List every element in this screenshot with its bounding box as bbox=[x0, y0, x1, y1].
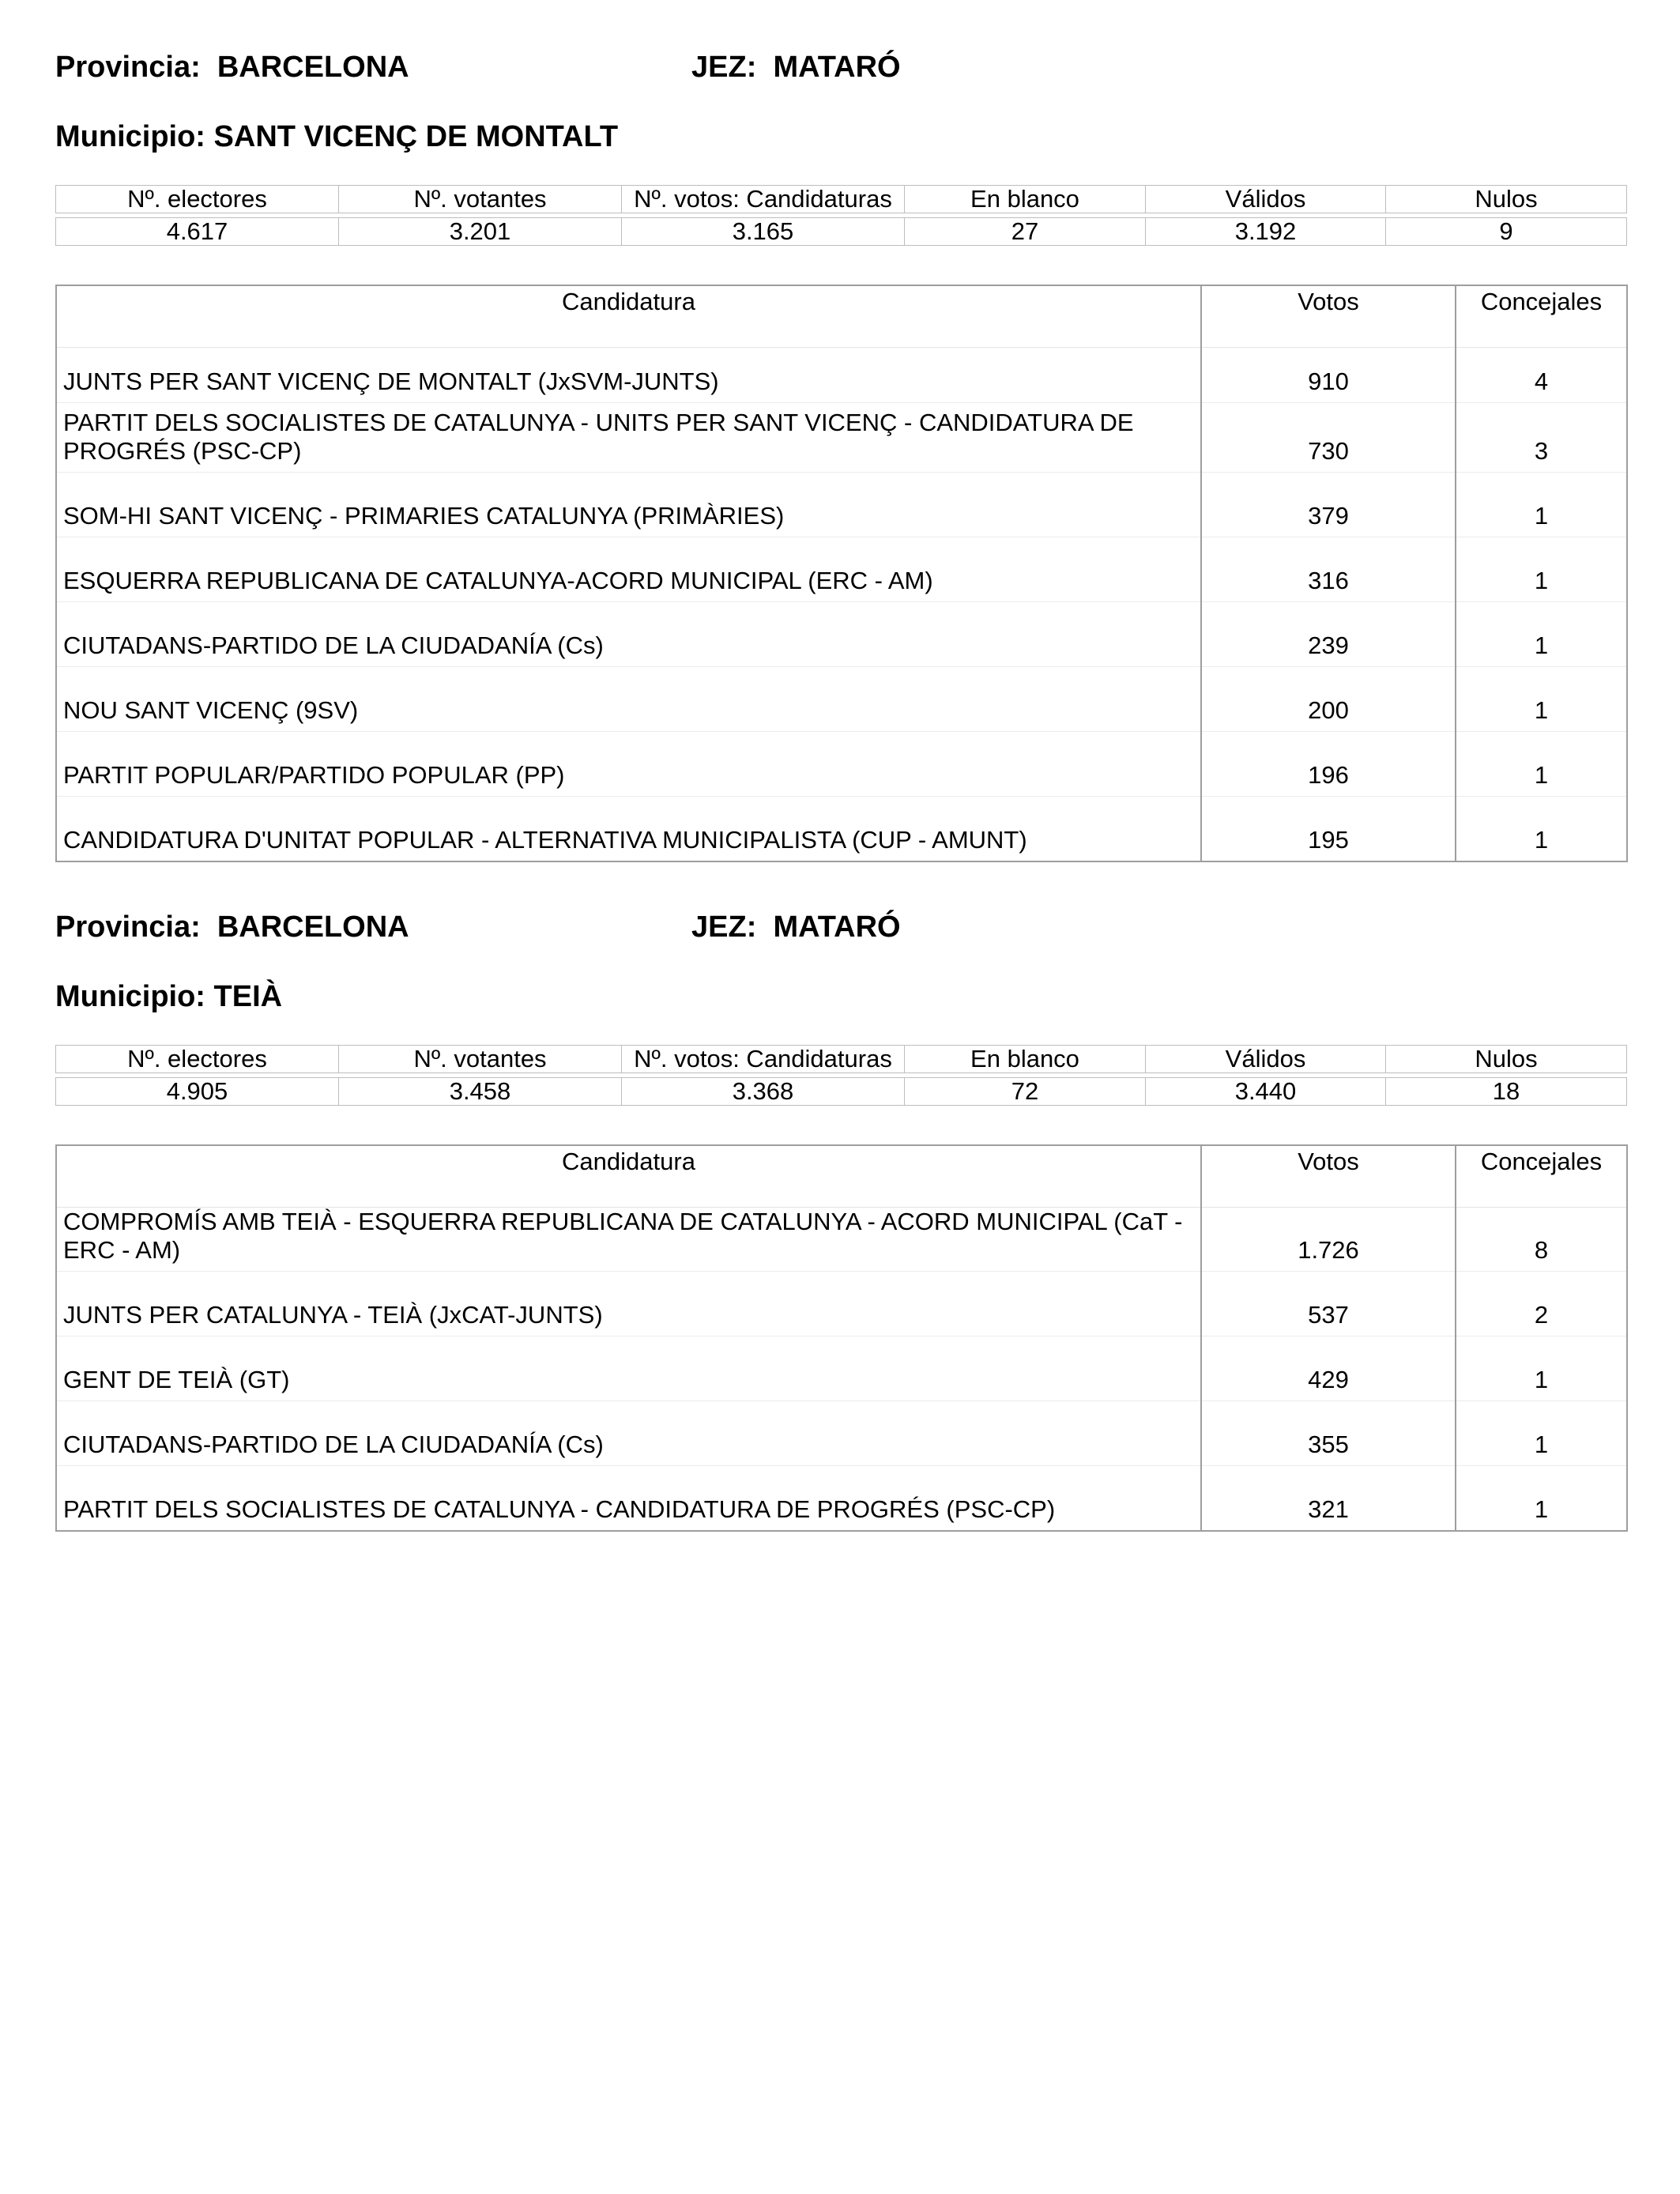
candidate-votos: 195 bbox=[1201, 797, 1456, 861]
candidate-concejales: 4 bbox=[1456, 348, 1627, 403]
candidate-name: JUNTS PER SANT VICENÇ DE MONTALT (JxSVM-JUNTS) bbox=[56, 348, 1201, 403]
candidate-concejales: 1 bbox=[1456, 602, 1627, 667]
table-row bbox=[56, 1336, 1627, 1401]
stats-value-nulos: 18 bbox=[1386, 1078, 1627, 1106]
stats-value-nulos: 9 bbox=[1386, 218, 1627, 246]
municipio-value: TEIÀ bbox=[213, 980, 283, 1013]
candidate-concejales: 1 bbox=[1456, 537, 1627, 602]
candidate-votos: 429 bbox=[1201, 1336, 1456, 1401]
candidate-concejales: 1 bbox=[1456, 1336, 1627, 1401]
candidate-votos: 910 bbox=[1201, 348, 1456, 403]
candidate-name: PARTIT DELS SOCIALISTES DE CATALUNYA - CANDIDATURA DE PROGRÉS (PSC-CP) bbox=[56, 1466, 1201, 1531]
candidate-votos: 1.726 bbox=[1201, 1208, 1456, 1272]
stats-header-validos: Válidos bbox=[1146, 186, 1386, 213]
jez-value: MATARÓ bbox=[773, 910, 901, 944]
jez-heading bbox=[691, 910, 901, 944]
candidate-name: JUNTS PER CATALUNYA - TEIÀ (JxCAT-JUNTS) bbox=[56, 1272, 1201, 1336]
candidate-votos: 537 bbox=[1201, 1272, 1456, 1336]
stats-values-row bbox=[56, 1078, 1627, 1106]
header-votos: Votos bbox=[1201, 285, 1456, 348]
stats-header-en-blanco: En blanco bbox=[905, 1046, 1146, 1073]
candidate-votos: 730 bbox=[1201, 403, 1456, 473]
header-votos: Votos bbox=[1201, 1145, 1456, 1208]
stats-table bbox=[55, 185, 1627, 246]
candidate-concejales: 1 bbox=[1534, 1495, 1549, 1523]
stats-value-en-blanco: 72 bbox=[905, 1078, 1146, 1106]
jez-value: MATARÓ bbox=[773, 51, 901, 84]
header-concejales: Concejales bbox=[1456, 1145, 1627, 1208]
header-candidatura: Candidatura bbox=[56, 285, 1201, 348]
provincia-value: BARCELONA bbox=[217, 910, 409, 944]
stats-value-electores: 4.617 bbox=[56, 218, 339, 246]
stats-value-votos-candidaturas: 3.368 bbox=[622, 1078, 905, 1106]
candidate-votos: 321 bbox=[1201, 1466, 1456, 1531]
stats-header-votantes: Nº. votantes bbox=[339, 1046, 622, 1073]
table-row bbox=[56, 403, 1627, 473]
candidate-concejales: 3 bbox=[1456, 403, 1627, 473]
table-row bbox=[56, 667, 1627, 732]
candidate-concejales: 1 bbox=[1456, 732, 1627, 797]
stats-header-electores: Nº. electores bbox=[56, 1046, 339, 1073]
candidates-table bbox=[55, 1144, 1628, 1532]
candidate-votos: 200 bbox=[1201, 667, 1456, 732]
municipio-label: Municipio: bbox=[55, 120, 205, 153]
candidates-header-row bbox=[56, 1145, 1627, 1208]
stats-table bbox=[55, 1045, 1627, 1106]
provincia-heading bbox=[55, 51, 409, 85]
candidate-name: SOM-HI SANT VICENÇ - PRIMARIES CATALUNYA (PRIMÀRIES) bbox=[56, 473, 1201, 537]
candidate-name: PARTIT POPULAR/PARTIDO POPULAR (PP) bbox=[56, 732, 1201, 797]
table-row bbox=[56, 537, 1627, 602]
provincia-label: Provincia: bbox=[55, 51, 201, 84]
stats-header-nulos: Nulos bbox=[1386, 186, 1627, 213]
municipio-heading bbox=[55, 980, 282, 1014]
candidate-concejales: 1 bbox=[1456, 1401, 1627, 1466]
table-row bbox=[56, 1272, 1627, 1336]
header-concejales: Concejales bbox=[1456, 285, 1627, 348]
candidate-concejales: 8 bbox=[1456, 1208, 1627, 1272]
header-candidatura: Candidatura bbox=[56, 1145, 1201, 1208]
provincia-label: Provincia: bbox=[55, 910, 201, 944]
stats-header-nulos: Nulos bbox=[1386, 1046, 1627, 1073]
candidate-concejales: 1 bbox=[1534, 825, 1549, 854]
table-row bbox=[56, 797, 1627, 861]
jez-label: JEZ: bbox=[691, 910, 757, 944]
municipio-value: SANT VICENÇ DE MONTALT bbox=[213, 120, 619, 153]
stats-header-en-blanco: En blanco bbox=[905, 186, 1146, 213]
candidate-votos: 379 bbox=[1201, 473, 1456, 537]
stats-value-votantes: 3.201 bbox=[339, 218, 622, 246]
stats-header-votos-candidaturas: Nº. votos: Candidaturas bbox=[622, 1046, 905, 1073]
candidate-concejales: 1 bbox=[1456, 667, 1627, 732]
candidates-table bbox=[55, 285, 1628, 862]
candidate-concejales: 2 bbox=[1456, 1272, 1627, 1336]
stats-value-votantes: 3.458 bbox=[339, 1078, 622, 1106]
table-row bbox=[56, 1208, 1627, 1272]
table-row bbox=[56, 1401, 1627, 1466]
table-row bbox=[56, 732, 1627, 797]
candidate-name: COMPROMÍS AMB TEIÀ - ESQUERRA REPUBLICANA DE CATALUNYA - ACORD MUNICIPAL (CaT - ERC - AM) bbox=[56, 1208, 1201, 1272]
candidate-name: GENT DE TEIÀ (GT) bbox=[56, 1336, 1201, 1401]
municipio-label: Municipio: bbox=[55, 980, 205, 1013]
stats-value-electores: 4.905 bbox=[56, 1078, 339, 1106]
stats-header-votos-candidaturas: Nº. votos: Candidaturas bbox=[622, 186, 905, 213]
jez-label: JEZ: bbox=[691, 51, 757, 84]
stats-value-validos: 3.192 bbox=[1146, 218, 1386, 246]
stats-value-en-blanco: 27 bbox=[905, 218, 1146, 246]
stats-header-row bbox=[56, 1046, 1627, 1073]
table-row bbox=[56, 1466, 1627, 1531]
candidate-name: NOU SANT VICENÇ (9SV) bbox=[56, 667, 1201, 732]
stats-header-electores: Nº. electores bbox=[56, 186, 339, 213]
jez-heading bbox=[691, 51, 901, 85]
candidate-name: CIUTADANS-PARTIDO DE LA CIUDADANÍA (Cs) bbox=[56, 602, 1201, 667]
table-row bbox=[56, 348, 1627, 403]
candidate-name: CANDIDATURA D'UNITAT POPULAR - ALTERNATIVA MUNICIPALISTA (CUP - AMUNT) bbox=[56, 797, 1201, 861]
candidate-name: PARTIT DELS SOCIALISTES DE CATALUNYA - UNITS PER SANT VICENÇ - CANDIDATURA DE PROGRÉS (PSC-CP) bbox=[56, 403, 1201, 473]
stats-header-row bbox=[56, 186, 1627, 213]
table-row bbox=[56, 473, 1627, 537]
candidates-header-row bbox=[56, 285, 1627, 348]
stats-values-row bbox=[56, 218, 1627, 246]
candidate-name: ESQUERRA REPUBLICANA DE CATALUNYA-ACORD MUNICIPAL (ERC - AM) bbox=[56, 537, 1201, 602]
candidate-name: CIUTADANS-PARTIDO DE LA CIUDADANÍA (Cs) bbox=[56, 1401, 1201, 1466]
stats-value-votos-candidaturas: 3.165 bbox=[622, 218, 905, 246]
candidate-votos: 196 bbox=[1201, 732, 1456, 797]
stats-header-validos: Válidos bbox=[1146, 1046, 1386, 1073]
candidate-votos: 355 bbox=[1201, 1401, 1456, 1466]
candidate-votos: 239 bbox=[1201, 602, 1456, 667]
stats-header-votantes: Nº. votantes bbox=[339, 186, 622, 213]
stats-value-validos: 3.440 bbox=[1146, 1078, 1386, 1106]
municipio-heading bbox=[55, 120, 618, 154]
candidate-votos: 316 bbox=[1201, 537, 1456, 602]
provincia-heading bbox=[55, 910, 409, 944]
table-row bbox=[56, 602, 1627, 667]
provincia-value: BARCELONA bbox=[217, 51, 409, 84]
candidate-concejales: 1 bbox=[1456, 473, 1627, 537]
